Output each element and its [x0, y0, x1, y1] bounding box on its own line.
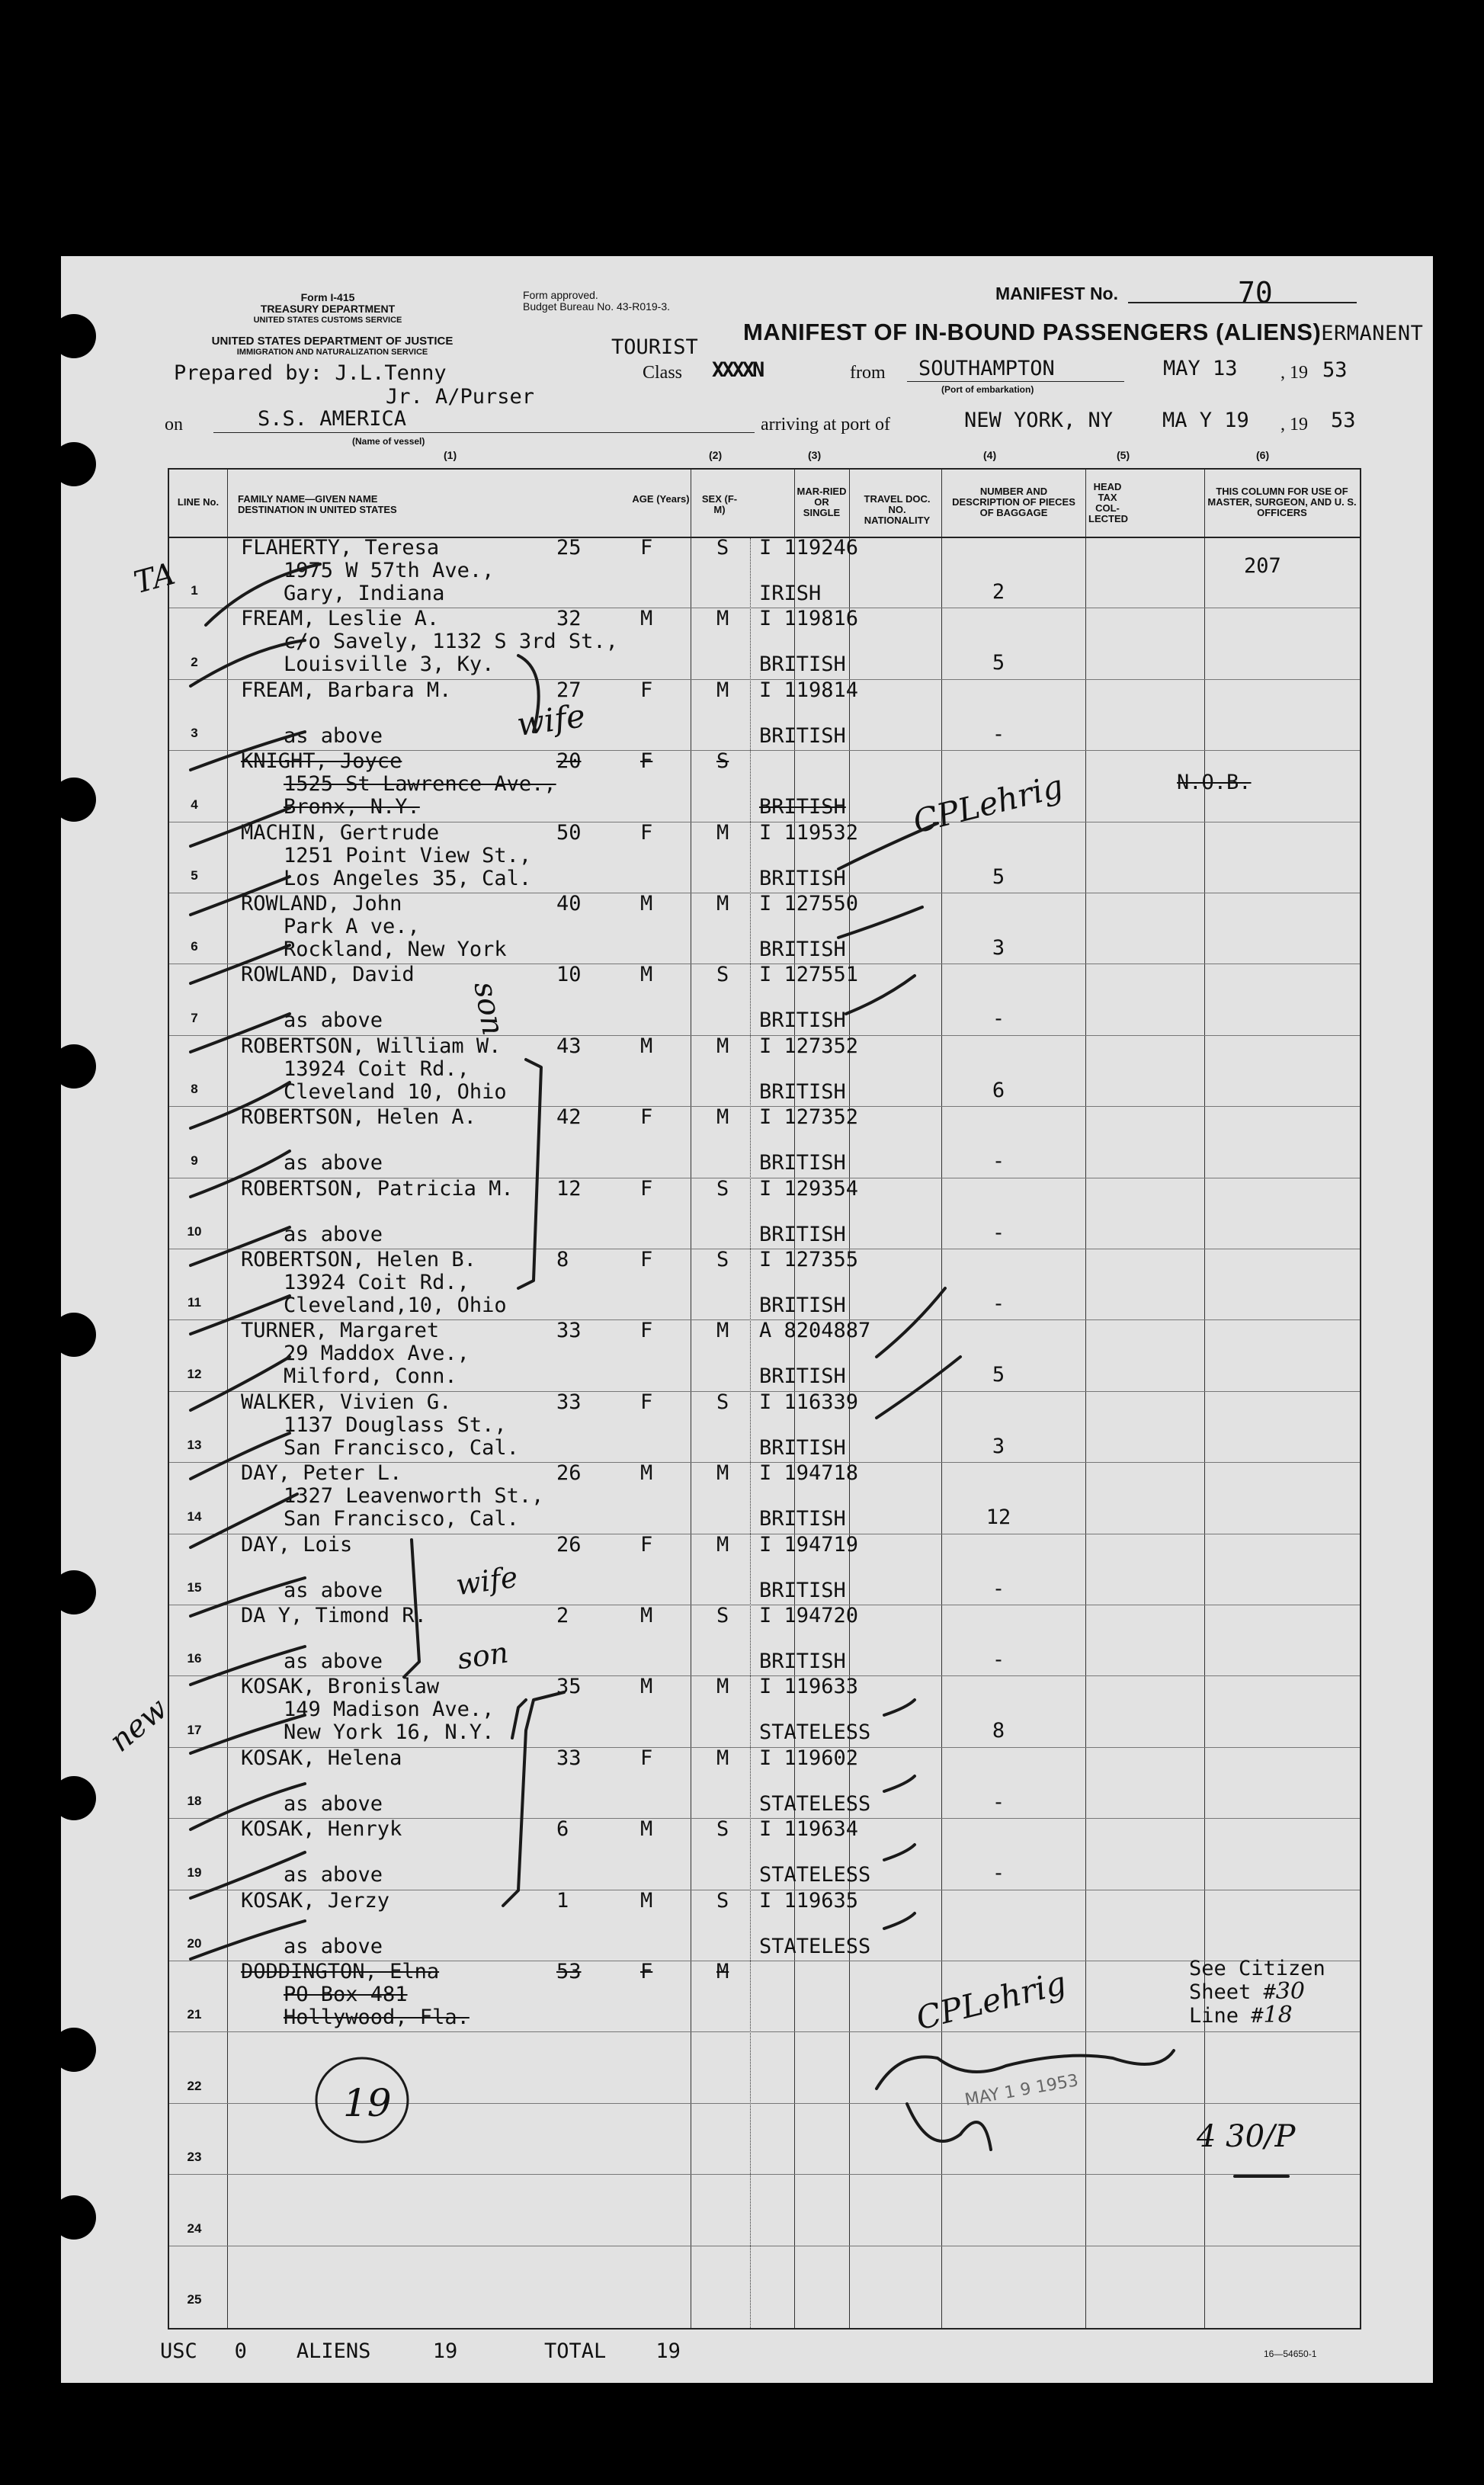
passenger-travel-doc: I 127550 — [759, 892, 859, 915]
line-number: 23 — [187, 2150, 202, 2165]
col-line-no: LINE No. — [177, 496, 220, 508]
passenger-address-line1: 1137 Douglass St., — [284, 1412, 507, 1437]
passenger-address-line2: as above — [284, 1151, 383, 1175]
passenger-age: 40 — [556, 892, 582, 915]
passenger-name: ROWLAND, David — [241, 963, 415, 987]
passenger-travel-doc: I 127352 — [759, 1034, 859, 1058]
passenger-travel-doc: I 127551 — [759, 963, 859, 987]
passenger-sex: F — [640, 1319, 653, 1343]
col-travel-doc: TRAVEL DOC. NO. NATIONALITY — [864, 493, 931, 526]
passenger-age: 27 — [556, 678, 582, 702]
passenger-name: ROBERTSON, Helen B. — [241, 1248, 476, 1271]
print-code: 16—54650-1 — [1264, 2349, 1317, 2359]
line-number: 11 — [188, 1295, 201, 1310]
citizen-note-sheet-label: Sheet # — [1189, 1980, 1276, 2004]
passenger-address-line1: 1525 St Lawrence Ave., — [284, 772, 556, 797]
line-number: 9 — [191, 1153, 198, 1168]
passenger-name: TURNER, Margaret — [241, 1319, 440, 1343]
line-number: 3 — [191, 726, 198, 741]
passenger-nationality: BRITISH — [759, 1364, 846, 1389]
passenger-age: 33 — [556, 1746, 582, 1770]
passenger-nationality: BRITISH — [759, 653, 846, 677]
passenger-sex: M — [640, 1817, 653, 1842]
line-number: 8 — [191, 1082, 198, 1097]
line-number: 2 — [191, 654, 198, 669]
date-stamp: MAY 1 9 1953 — [963, 2071, 1080, 2110]
passenger-name: KOSAK, Jerzy — [241, 1888, 390, 1913]
passenger-travel-doc: I 119816 — [759, 607, 859, 631]
handwritten-wife-2: wife — [454, 1560, 520, 1602]
passenger-travel-doc: I 119602 — [759, 1746, 859, 1770]
passenger-sex: M — [640, 607, 653, 631]
passenger-address-line1: 29 Maddox Ave., — [284, 1342, 470, 1366]
passenger-nationality: BRITISH — [759, 1294, 846, 1317]
passenger-age: 32 — [556, 607, 582, 631]
passenger-address-line2: New York 16, N.Y. — [284, 1720, 495, 1745]
passenger-address-line2: Cleveland,10, Ohio — [284, 1294, 507, 1317]
passenger-sex: M — [640, 892, 653, 915]
passenger-nationality: BRITISH — [759, 723, 846, 748]
passenger-baggage: - — [992, 1007, 1005, 1031]
line-number: 6 — [191, 939, 198, 954]
passenger-name: KNIGHT, Joyce — [241, 749, 402, 774]
vessel-caption: (Name of vessel) — [352, 436, 425, 447]
line-number: 1 — [191, 583, 198, 598]
handwritten-son-2: son — [455, 1635, 511, 1676]
passenger-marital-status: M — [716, 1532, 729, 1557]
line-number: 25 — [187, 2292, 202, 2307]
passenger-baggage: - — [992, 1292, 1005, 1316]
usc-count: 0 — [234, 2339, 247, 2363]
passenger-name: DA Y, Timond R. — [241, 1604, 427, 1627]
passenger-nationality: BRITISH — [759, 1008, 846, 1033]
class-label: Class — [643, 363, 683, 383]
passenger-baggage: 8 — [992, 1719, 1005, 1743]
handwritten-bottom-right: 4 30/P — [1197, 2119, 1296, 2154]
manifest-title-main: MANIFEST OF IN-BOUND PASSENGERS (ALIENS) — [743, 319, 1322, 345]
budget-number: Budget Bureau No. 43-R019-3. — [523, 300, 671, 313]
passenger-address-line2: Rockland, New York — [284, 938, 507, 961]
passenger-marital-status: M — [716, 1034, 729, 1058]
passenger-sex: M — [640, 1034, 653, 1058]
passenger-age: 43 — [556, 1034, 582, 1058]
passenger-baggage: 12 — [986, 1505, 1011, 1530]
passenger-baggage: 5 — [992, 864, 1005, 889]
handwritten-new: new — [103, 1691, 175, 1759]
passenger-travel-doc: I 119633 — [759, 1675, 859, 1699]
passenger-name: MACHIN, Gertrude — [241, 820, 440, 845]
prepared-by-title: Jr. A/Purser — [386, 385, 535, 409]
passenger-marital-status: M — [716, 1746, 729, 1770]
passenger-age: 25 — [556, 536, 582, 560]
passenger-address-line2: as above — [284, 1650, 383, 1673]
arrival-port: NEW YORK, NY — [964, 409, 1114, 432]
passenger-address-line2: Los Angeles 35, Cal. — [284, 866, 532, 890]
column-number: (1) — [444, 449, 457, 461]
passenger-marital-status: M — [716, 1105, 729, 1130]
passenger-marital-status: M — [716, 1960, 729, 1983]
passenger-baggage: 6 — [992, 1078, 1005, 1102]
passenger-sex: F — [640, 1176, 653, 1201]
passenger-nationality: BRITISH — [759, 1650, 846, 1673]
passenger-address-line1: 1975 W 57th Ave., — [284, 559, 495, 582]
handwritten-signature-2: CPLehrig — [912, 1964, 1070, 2038]
form-agency-sub: UNITED STATES CUSTOMS SERVICE — [253, 316, 402, 325]
passenger-address-line2: Bronx, N.Y. — [284, 795, 420, 819]
passenger-marital-status: S — [716, 536, 729, 560]
passenger-baggage: 2 — [992, 580, 1005, 604]
passenger-baggage: 3 — [992, 1434, 1005, 1458]
dept-name: UNITED STATES DEPARTMENT OF JUSTICE — [211, 335, 454, 348]
passenger-name: FREAM, Leslie A. — [241, 607, 440, 631]
passenger-nationality: STATELESS — [759, 1791, 871, 1816]
port-of-embarkation: SOUTHAMPTON — [918, 357, 1055, 380]
passenger-sex: F — [640, 749, 653, 774]
line-number: 7 — [191, 1010, 198, 1025]
passenger-marital-status: S — [716, 1176, 729, 1201]
passenger-nationality: BRITISH — [759, 1151, 846, 1175]
passenger-marital-status: M — [716, 607, 729, 631]
departure-year: 53 — [1322, 358, 1348, 382]
passenger-name: DAY, Lois — [241, 1532, 353, 1557]
port-embark-caption: (Port of embarkation) — [941, 384, 1034, 395]
line-number: 14 — [187, 1509, 202, 1524]
col-baggage: NUMBER AND DESCRIPTION OF PIECES OF BAGGAGE — [952, 486, 1075, 518]
passenger-name: ROBERTSON, Helen A. — [241, 1105, 476, 1130]
passenger-nationality: BRITISH — [759, 1435, 846, 1460]
citizen-note-sheet-number: 30 — [1275, 1978, 1305, 2005]
passenger-travel-doc: I 119246 — [759, 536, 859, 560]
passenger-address-line1: 1251 Point View St., — [284, 843, 532, 867]
passenger-marital-status: M — [716, 820, 729, 845]
arrival-year: 53 — [1331, 409, 1356, 432]
citizen-note-line1: See Citizen — [1189, 1957, 1325, 1980]
departure-date: MAY 13 — [1163, 357, 1238, 380]
passenger-address-line1: 1327 Leavenworth St., — [284, 1484, 544, 1509]
total-label: TOTAL — [544, 2339, 607, 2363]
passenger-age: 33 — [556, 1319, 582, 1343]
col-name-a: FAMILY NAME—GIVEN NAME — [238, 493, 378, 505]
line-number: 20 — [187, 1936, 202, 1951]
handwritten-son: son — [466, 979, 511, 1038]
passenger-age: 8 — [556, 1248, 569, 1271]
line-number: 5 — [191, 868, 198, 883]
passenger-sex: F — [640, 678, 653, 702]
passenger-address-line1: PO Box 481 — [284, 1983, 408, 2006]
usc-label: USC — [160, 2339, 197, 2363]
passenger-address-line2: as above — [284, 1863, 383, 1887]
aliens-count: 19 — [432, 2339, 458, 2363]
arrival-year-prefix: , 19 — [1280, 415, 1308, 434]
col-name-b: DESTINATION IN UNITED STATES — [238, 504, 397, 515]
passenger-marital-status: S — [716, 963, 729, 987]
passenger-baggage: - — [992, 722, 1005, 746]
line-number: 18 — [187, 1794, 202, 1809]
line-number: 24 — [187, 2220, 202, 2236]
passenger-age: 42 — [556, 1105, 582, 1130]
passenger-travel-doc: A 8204887 — [759, 1319, 871, 1343]
passenger-address-line2: as above — [284, 723, 383, 748]
citizen-note-line-label: Line # — [1189, 2004, 1264, 2028]
passenger-travel-doc: I 127352 — [759, 1105, 859, 1130]
passenger-nationality: BRITISH — [759, 1507, 846, 1531]
passenger-name: FLAHERTY, Teresa — [241, 536, 440, 560]
passenger-baggage: - — [992, 1790, 1005, 1814]
passenger-baggage: - — [992, 1861, 1005, 1886]
passenger-marital-status: M — [716, 678, 729, 702]
on-label: on — [165, 415, 183, 434]
passenger-address-line2: as above — [284, 1934, 383, 1958]
passenger-age: 53 — [556, 1960, 582, 1983]
passenger-nationality: BRITISH — [759, 1079, 846, 1104]
passenger-address-line2: Milford, Conn. — [284, 1364, 457, 1389]
passenger-marital-status: M — [716, 1319, 729, 1343]
passenger-address-line1: c/o Savely, 1132 S 3rd St., — [284, 630, 618, 654]
passenger-travel-doc: I 194718 — [759, 1461, 859, 1486]
passenger-nationality: IRISH — [759, 582, 822, 605]
passenger-sex: F — [640, 1746, 653, 1770]
col-sex: SEX (F-M) — [701, 493, 738, 515]
line-number: 13 — [187, 1438, 202, 1453]
col-age: AGE (Years) — [632, 493, 690, 505]
arrival-date: MA Y 19 — [1162, 409, 1249, 432]
passenger-marital-status: S — [716, 1248, 729, 1271]
passenger-name: KOSAK, Henryk — [241, 1817, 402, 1842]
total-count: 19 — [655, 2339, 681, 2363]
passenger-travel-doc: I 119634 — [759, 1817, 859, 1842]
passenger-sex: M — [640, 1604, 653, 1627]
passenger-name: FREAM, Barbara M. — [241, 678, 452, 702]
passenger-sex: F — [640, 820, 653, 845]
passenger-sex: M — [640, 1675, 653, 1699]
passenger-name: ROWLAND, John — [241, 892, 402, 915]
column-number: (5) — [1117, 449, 1130, 461]
handwritten-wife: wife — [514, 696, 588, 744]
passenger-address-line2: as above — [284, 1578, 383, 1602]
passenger-sex: M — [640, 1461, 653, 1486]
vessel-name: S.S. AMERICA — [258, 407, 407, 431]
passenger-age: 2 — [556, 1604, 569, 1627]
passenger-name: ROBERTSON, Patricia M. — [241, 1176, 514, 1201]
passenger-marital-status: S — [716, 1817, 729, 1842]
passenger-travel-doc: I 119814 — [759, 678, 859, 702]
citizen-note-line-number: 18 — [1263, 2002, 1293, 2028]
passenger-name: DAY, Peter L. — [241, 1461, 402, 1486]
passenger-marital-status: M — [716, 1675, 729, 1699]
passenger-age: 12 — [556, 1176, 582, 1201]
manifest-number: 70 — [1238, 276, 1273, 309]
line-number: 16 — [187, 1651, 202, 1666]
passenger-address-line1: 149 Madison Ave., — [284, 1698, 495, 1722]
passenger-baggage: - — [992, 1220, 1005, 1245]
passenger-sex: F — [640, 1105, 653, 1130]
passenger-sex: F — [640, 1960, 653, 1983]
passenger-nationality: BRITISH — [759, 1578, 846, 1602]
passenger-sex: M — [640, 963, 653, 987]
passenger-address-line2: Gary, Indiana — [284, 582, 445, 605]
passenger-name: ROBERTSON, William W. — [241, 1034, 502, 1058]
from-label: from — [850, 363, 886, 383]
passenger-name: KOSAK, Bronislaw — [241, 1675, 440, 1699]
passenger-travel-doc: I 119532 — [759, 820, 859, 845]
passenger-address-line2: Louisville 3, Ky. — [284, 653, 495, 677]
manifest-title-suffix: ERMANENT — [1321, 322, 1424, 345]
passenger-name: WALKER, Vivien G. — [241, 1390, 452, 1414]
passenger-travel-doc: I 116339 — [759, 1390, 859, 1414]
passenger-marital-status: M — [716, 1461, 729, 1486]
passenger-nationality: BRITISH — [759, 866, 846, 890]
passenger-nationality: BRITISH — [759, 938, 846, 961]
column-number: (6) — [1256, 449, 1270, 461]
passenger-travel-doc: I 194719 — [759, 1532, 859, 1557]
passenger-nationality: BRITISH — [759, 795, 846, 819]
form-number: Form I-415 — [300, 291, 355, 303]
dept-sub: IMMIGRATION AND NATURALIZATION SERVICE — [236, 348, 428, 357]
column-number: (4) — [983, 449, 997, 461]
passenger-address-line2: as above — [284, 1791, 383, 1816]
passenger-sex: F — [640, 1532, 653, 1557]
form-agency: TREASURY DEPARTMENT — [260, 303, 396, 315]
handwritten-signature: CPLehrig — [909, 767, 1067, 841]
passenger-baggage: 5 — [992, 651, 1005, 675]
passenger-address-line2: as above — [284, 1222, 383, 1246]
circled-count: 19 — [343, 2081, 392, 2125]
passenger-address-line1: Park A ve., — [284, 915, 420, 938]
arriving-label: arriving at port of — [761, 415, 890, 434]
prepared-by: Prepared by: J.L.Tenny — [174, 361, 447, 385]
passenger-age: 20 — [556, 749, 582, 774]
passenger-address-line2: Hollywood, Fla. — [284, 2006, 470, 2029]
passenger-age: 50 — [556, 820, 582, 845]
manifest-number-label: MANIFEST No. — [995, 284, 1118, 303]
passenger-sex: F — [640, 1390, 653, 1414]
passenger-age: 35 — [556, 1675, 582, 1699]
col-married: MAR-RIED OR SINGLE — [796, 486, 847, 518]
col-officers: THIS COLUMN FOR USE OF MASTER, SURGEON, AND U. S. OFFICERS — [1207, 486, 1357, 518]
passenger-marital-status: S — [716, 1390, 729, 1414]
line-number: 12 — [187, 1366, 202, 1381]
class-value: XXXXN — [712, 358, 763, 382]
line-number: 4 — [191, 797, 198, 812]
line-number: 19 — [187, 1865, 202, 1880]
line-number: 21 — [187, 2007, 202, 2022]
form-approval: Form approved. — [523, 289, 598, 301]
line-number: 15 — [187, 1580, 202, 1595]
passenger-baggage: 3 — [992, 936, 1005, 960]
column-number: (3) — [808, 449, 822, 461]
passenger-sex: F — [640, 1248, 653, 1271]
passenger-travel-doc: I 129354 — [759, 1176, 859, 1201]
passenger-baggage: 5 — [992, 1363, 1005, 1387]
passenger-nationality: STATELESS — [759, 1863, 871, 1887]
line-number: 22 — [187, 2078, 202, 2093]
departure-year-prefix: , 19 — [1280, 363, 1308, 383]
passenger-travel-doc: I 194720 — [759, 1604, 859, 1627]
line-number: 10 — [187, 1224, 202, 1239]
passenger-name: KOSAK, Helena — [241, 1746, 402, 1770]
passenger-sex: M — [640, 1888, 653, 1913]
passenger-nationality: BRITISH — [759, 1222, 846, 1246]
passenger-age: 1 — [556, 1888, 569, 1913]
passenger-marital-status: S — [716, 749, 729, 774]
passenger-address-line1: 13924 Coit Rd., — [284, 1271, 470, 1294]
passenger-address-line2: San Francisco, Cal. — [284, 1507, 519, 1531]
passenger-address-line2: Cleveland 10, Ohio — [284, 1079, 507, 1104]
passenger-marital-status: M — [716, 892, 729, 915]
passenger-nationality: STATELESS — [759, 1934, 871, 1958]
tourist-label: TOURIST — [611, 335, 698, 359]
passenger-baggage: - — [992, 1150, 1005, 1174]
passenger-sex: F — [640, 536, 653, 560]
passenger-address-line2: as above — [284, 1008, 383, 1033]
passenger-travel-doc: I 127355 — [759, 1248, 859, 1271]
officer-note: 207 — [1244, 554, 1281, 578]
officer-note: N.O.B. — [1177, 771, 1252, 795]
column-number: (2) — [709, 449, 723, 461]
passenger-nationality: STATELESS — [759, 1720, 871, 1745]
passenger-address-line1: 13924 Coit Rd., — [284, 1057, 470, 1081]
passenger-travel-doc: I 119635 — [759, 1888, 859, 1913]
passenger-age: 33 — [556, 1390, 582, 1414]
passenger-age: 26 — [556, 1461, 582, 1486]
col-head-tax: HEAD TAX COL-LECTED — [1088, 481, 1128, 524]
passenger-age: 6 — [556, 1817, 569, 1842]
line-number: 17 — [187, 1722, 202, 1737]
passenger-age: 26 — [556, 1532, 582, 1557]
passenger-marital-status: S — [716, 1604, 729, 1627]
handwritten-ta: TA — [130, 556, 179, 601]
passenger-age: 10 — [556, 963, 582, 987]
passenger-address-line2: San Francisco, Cal. — [284, 1435, 519, 1460]
passenger-baggage: - — [992, 1576, 1005, 1601]
aliens-label: ALIENS — [296, 2339, 371, 2363]
passenger-baggage: - — [992, 1648, 1005, 1672]
passenger-name: DODDINGTON, Elna — [241, 1960, 440, 1983]
passenger-marital-status: S — [716, 1888, 729, 1913]
